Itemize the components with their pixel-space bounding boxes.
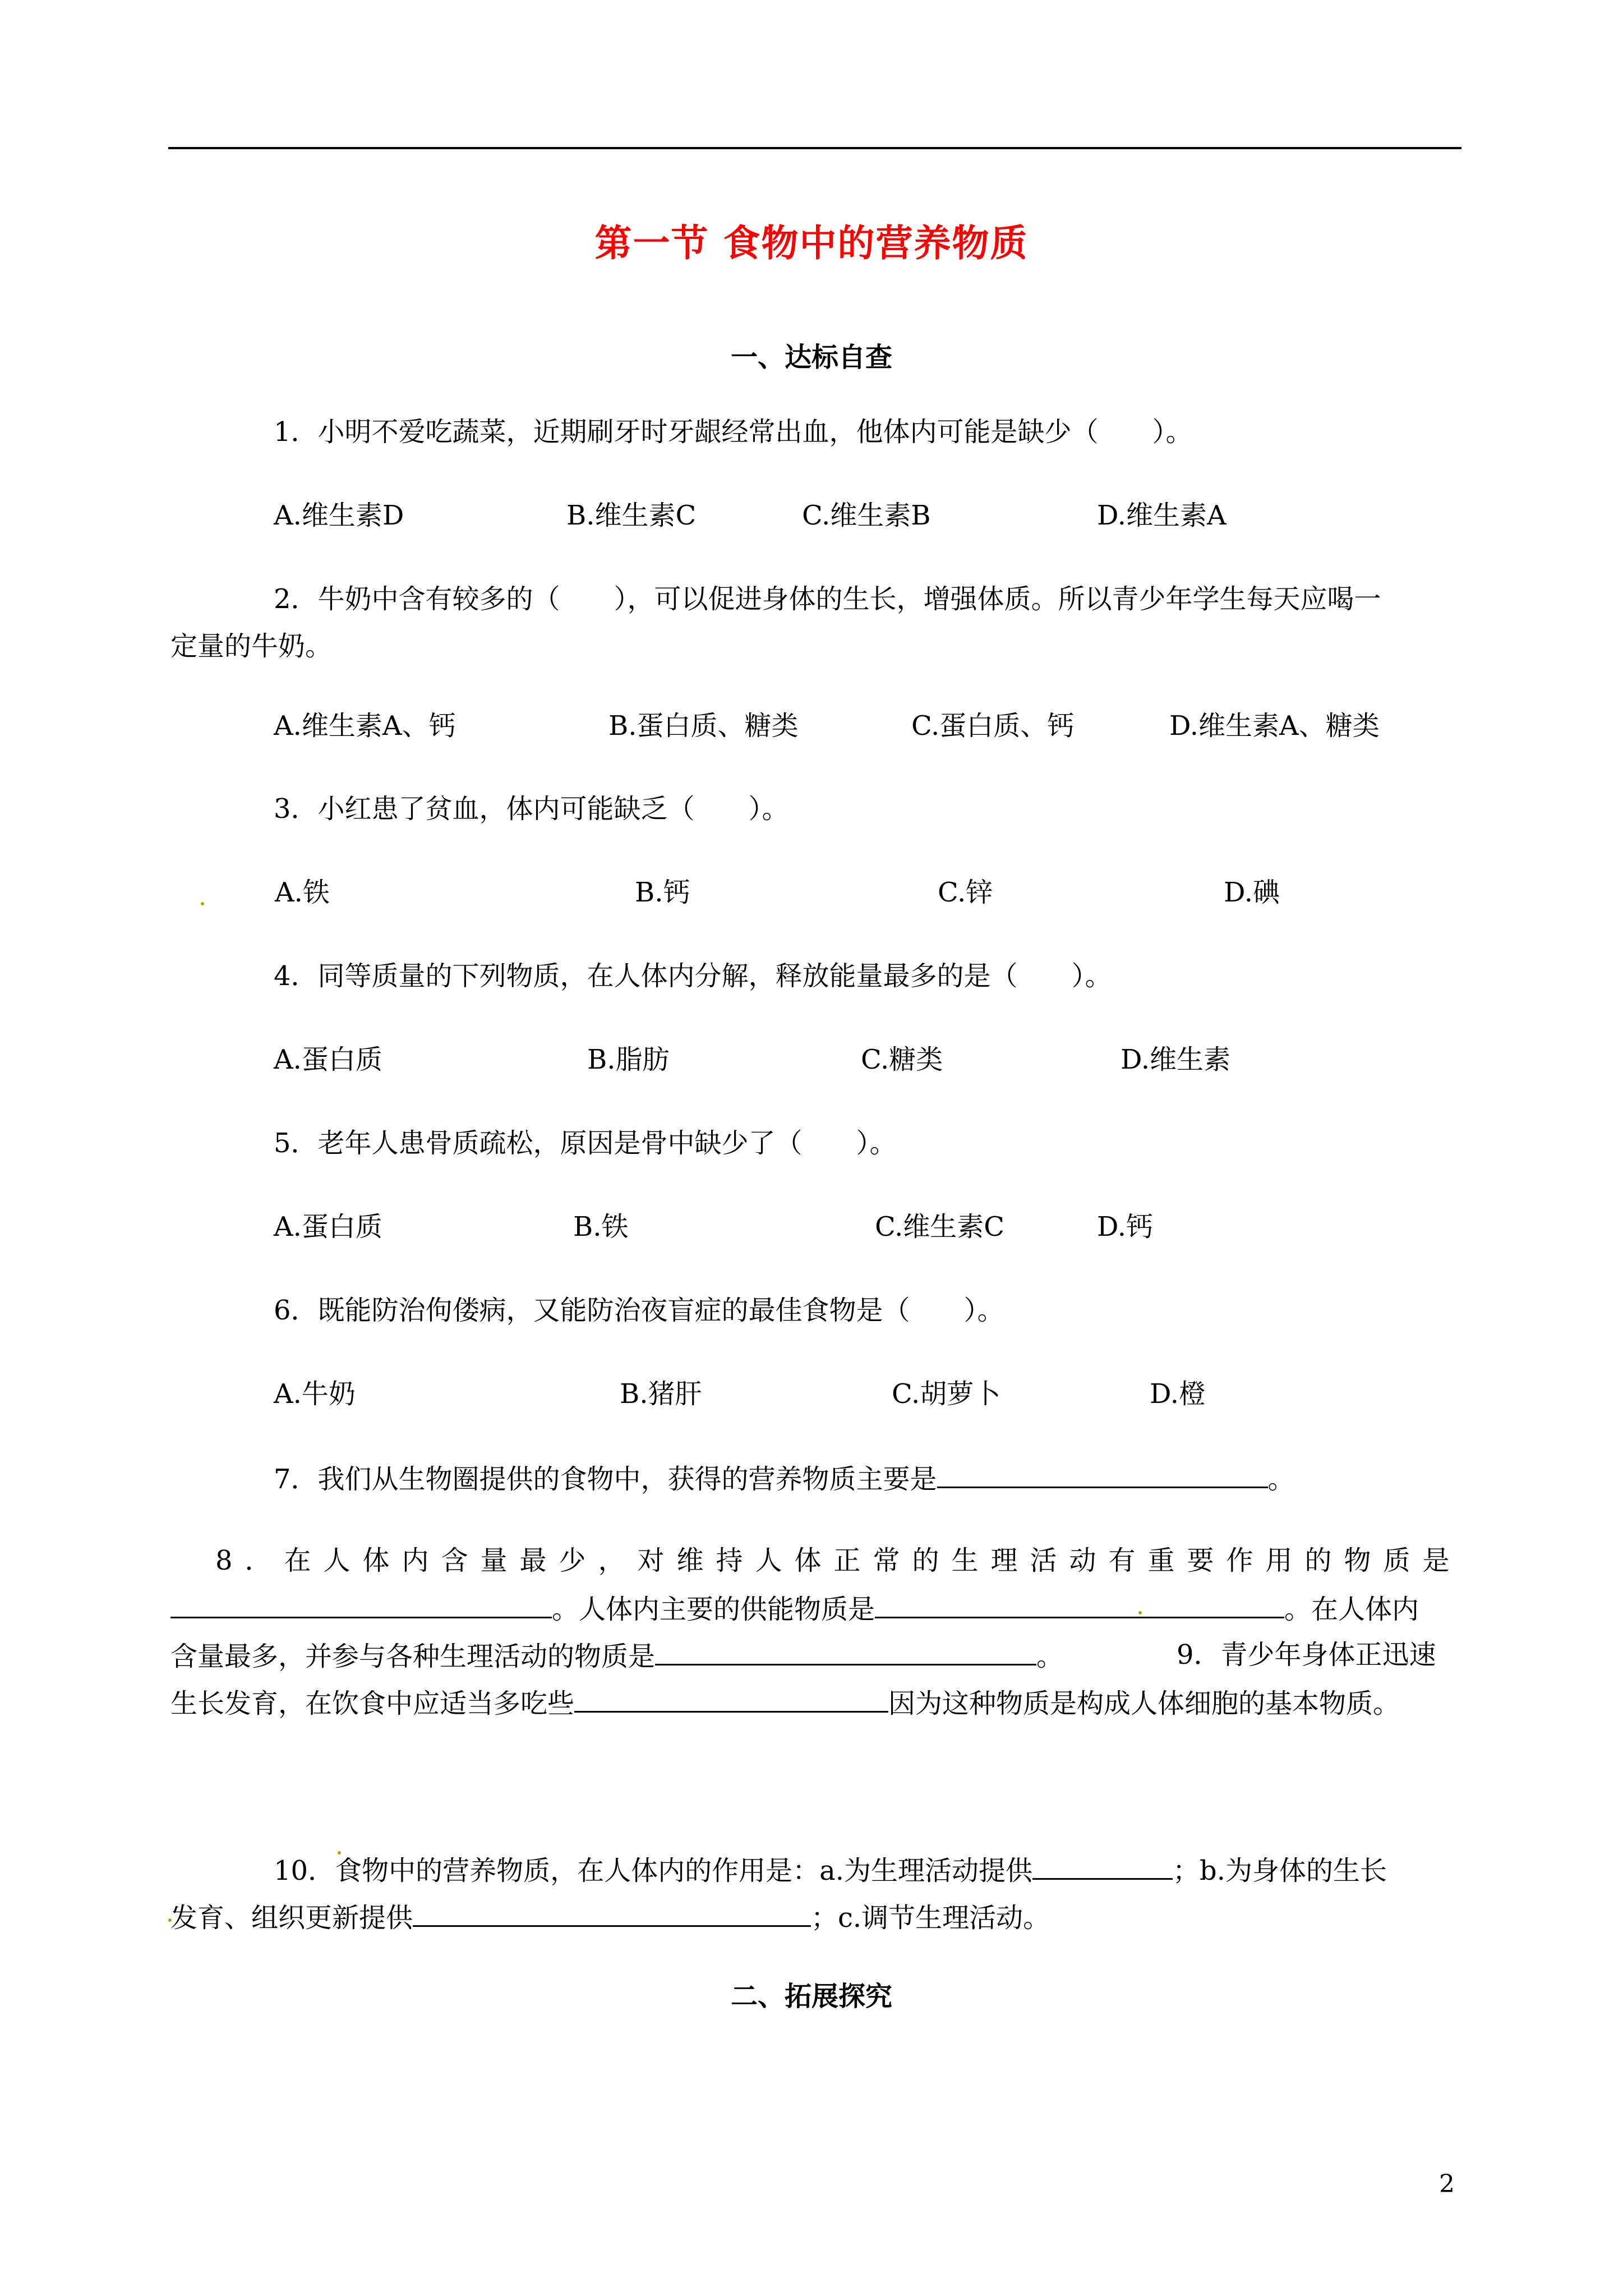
question-7-stem: 7．我们从生物圈提供的食物中，获得的营养物质主要是 xyxy=(274,1464,937,1495)
question-1-option-c: C.维生素B xyxy=(802,500,931,531)
answer-blank-q10-b[interactable] xyxy=(413,1903,811,1927)
question-9-text-b: 因为这种物质是构成人体细胞的基本物质。 xyxy=(888,1688,1400,1719)
question-1-option-d: D.维生素A xyxy=(1097,500,1227,531)
answer-blank-q8-c[interactable] xyxy=(655,1641,1036,1665)
question-10-text-b: ；b.为身体的生长 xyxy=(1172,1855,1387,1887)
question-3-stem: 3．小红患了贫血，体内可能缺乏（ ）。 xyxy=(274,793,789,825)
question-7 xyxy=(274,1464,1295,1493)
question-9-text-a: 生长发育，在饮食中应适当多吃些 xyxy=(170,1688,575,1719)
answer-blank-q10-a[interactable] xyxy=(1032,1856,1173,1880)
question-5-option-d: D.钙 xyxy=(1097,1211,1154,1243)
question-1-option-a: A.维生素D xyxy=(274,500,404,531)
question-7-end: 。 xyxy=(1267,1464,1295,1495)
question-4-option-b: B.脂肪 xyxy=(587,1044,670,1075)
question-6-stem: 6．既能防治佝偻病，又能防治夜盲症的最佳食物是（ ）。 xyxy=(274,1295,1004,1326)
question-8-line-3 xyxy=(170,1641,1063,1670)
question-4-option-d: D.维生素 xyxy=(1121,1044,1231,1075)
question-3-option-a: A.铁 xyxy=(275,877,330,908)
question-2-option-a: A.维生素A、钙 xyxy=(274,710,456,742)
question-9-line xyxy=(170,1688,1400,1717)
question-2-stem-line-1: 2．牛奶中含有较多的（ ），可以促进身体的生长，增强体质。所以青少年学生每天应喝一 xyxy=(274,583,1381,615)
question-3-option-c: C.锌 xyxy=(938,877,993,908)
question-8-line-2 xyxy=(170,1594,1419,1623)
question-4-stem: 4．同等质量的下列物质，在人体内分解，释放能量最多的是（ ）。 xyxy=(274,960,1112,992)
question-5-stem: 5．老年人患骨质疏松，原因是骨中缺少了（ ）。 xyxy=(274,1128,897,1159)
question-8-line-1 xyxy=(215,1545,1462,1576)
question-3-option-d: D.碘 xyxy=(1224,877,1280,908)
question-1-stem: 1．小明不爱吃蔬菜，近期刷牙时牙龈经常出血，他体内可能是缺少（ ）。 xyxy=(274,416,1193,448)
question-6-option-a: A.牛奶 xyxy=(274,1378,356,1410)
answer-blank-q8-b[interactable] xyxy=(875,1594,1284,1618)
question-10-text-d: ；c.调节生理活动。 xyxy=(811,1902,1050,1934)
stray-mark xyxy=(1138,1611,1142,1614)
answer-blank-q8-a[interactable] xyxy=(170,1594,552,1618)
question-10-text-a: 10．食物中的营养物质，在人体内的作用是：a.为生理活动提供 xyxy=(274,1855,1032,1887)
question-8-line-1-text: 8．在人体内含量最少，对维持人体正常的生理活动有重要作用的物质是 xyxy=(215,1545,1462,1576)
question-5-option-b: B.铁 xyxy=(573,1211,629,1243)
question-10-text-c: 发育、组织更新提供 xyxy=(170,1902,413,1934)
question-8-line-2-text-b: 。在人体内 xyxy=(1284,1594,1419,1625)
section-heading-extension: 二、拓展探究 xyxy=(730,1981,892,2012)
page-number: 2 xyxy=(1439,2170,1455,2198)
question-4-option-a: A.蛋白质 xyxy=(274,1044,382,1075)
section-heading-self-check: 一、达标自查 xyxy=(730,342,892,373)
question-8-line-2-text-a: 。人体内主要的供能物质是 xyxy=(552,1594,875,1625)
question-10-line-1 xyxy=(274,1855,1387,1887)
answer-blank-q9[interactable] xyxy=(574,1688,888,1713)
question-1-option-b: B.维生素C xyxy=(566,500,697,531)
question-3-option-b: B.钙 xyxy=(635,877,690,908)
stray-mark xyxy=(338,1851,341,1855)
question-10-line-2 xyxy=(170,1902,1050,1934)
header-rule xyxy=(168,147,1461,149)
question-8-line-3-text-a: 含量最多，并参与各种生理活动的物质是 xyxy=(170,1641,656,1672)
stray-mark xyxy=(201,902,204,905)
question-2-stem-line-2: 定量的牛奶。 xyxy=(170,631,333,662)
question-8-line-3-text-b: 。 xyxy=(1036,1641,1064,1672)
question-6-option-c: C.胡萝卜 xyxy=(892,1378,1001,1410)
question-2-option-d: D.维生素A、糖类 xyxy=(1169,710,1380,742)
question-2-option-b: B.蛋白质、糖类 xyxy=(608,710,799,742)
question-4-option-c: C.糖类 xyxy=(861,1044,943,1075)
question-5-option-a: A.蛋白质 xyxy=(274,1211,382,1243)
answer-blank-q7[interactable] xyxy=(937,1464,1268,1488)
question-6-option-d: D.橙 xyxy=(1150,1378,1206,1410)
question-6-option-b: B.猪肝 xyxy=(620,1378,702,1410)
page-title: 第一节 食物中的营养物质 xyxy=(594,221,1029,265)
question-2-option-c: C.蛋白质、钙 xyxy=(911,710,1075,742)
question-5-option-c: C.维生素C xyxy=(875,1211,1005,1243)
question-9-start: 9．青少年身体正迅速 xyxy=(1177,1639,1436,1671)
